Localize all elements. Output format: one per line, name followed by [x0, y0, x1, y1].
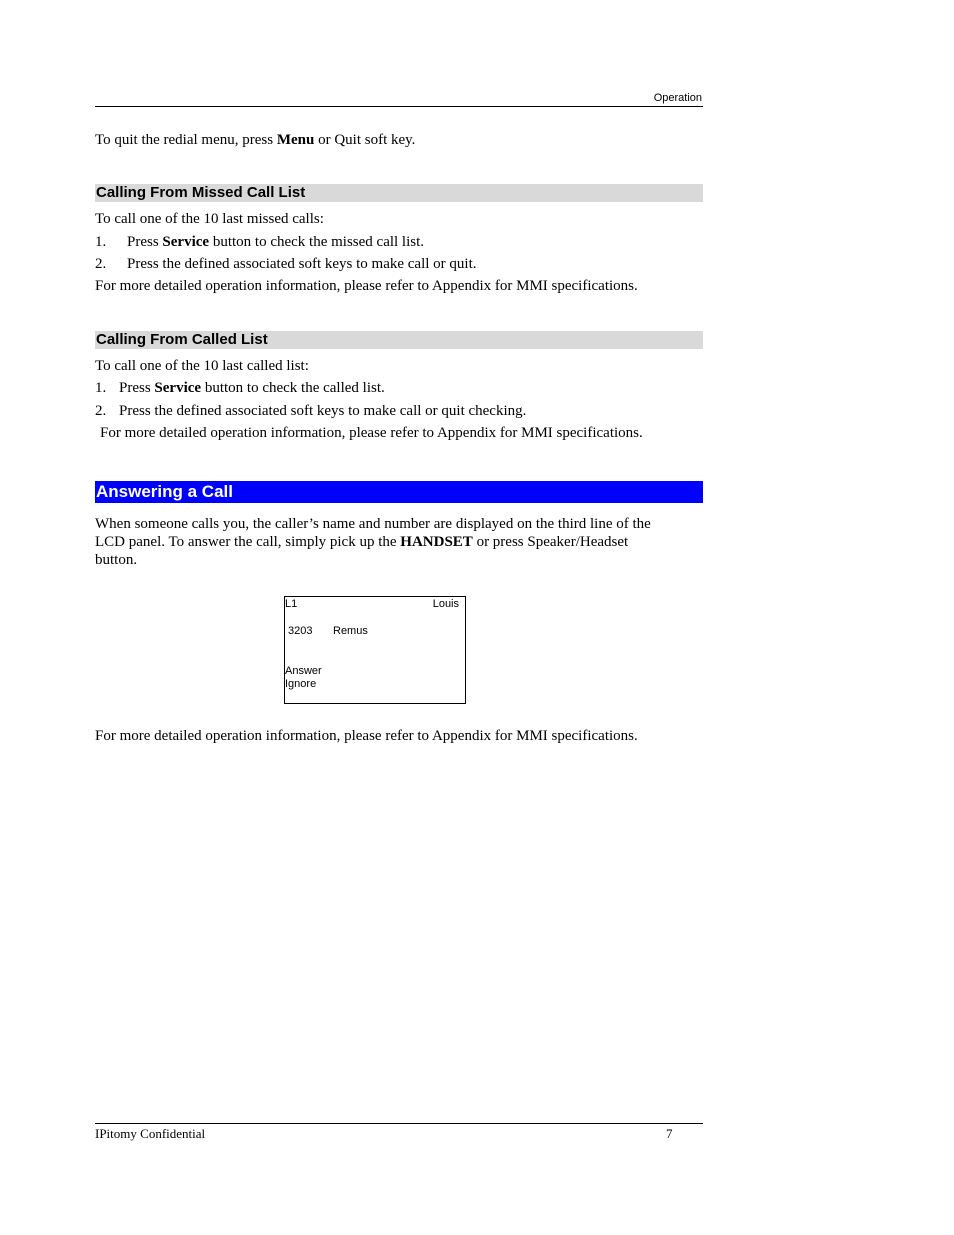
lcd-softkey-ignore: Ignore	[285, 678, 317, 690]
lcd-caller-name: Remus	[333, 625, 368, 637]
called-step-2: 2. Press the defined associated soft keys to make call or quit checking.	[95, 403, 527, 419]
answering-more-info: For more detailed operation information, please refer to Appendix for MMI specifications.	[95, 728, 638, 744]
missed-step-2: 2. Press the defined associated soft keys to make call or quit.	[95, 256, 477, 272]
header-rule	[95, 106, 703, 107]
answering-line-3: button.	[95, 552, 138, 568]
lcd-panel	[284, 596, 466, 704]
lcd-user-name: Louis	[432, 598, 459, 610]
page-number: 7	[666, 1126, 673, 1141]
answering-heading: Answering a Call	[95, 481, 703, 503]
missed-more-info: For more detailed operation information, please refer to Appendix for MMI specifications.	[95, 278, 638, 294]
lcd-line-label: L1	[285, 598, 298, 610]
footer-confidential: IPitomy Confidential	[95, 1126, 206, 1141]
lcd-caller-number: 3203	[288, 625, 313, 637]
missed-step-1: 1. Press Service button to check the missed call list.	[95, 234, 425, 250]
answering-line-2: LCD panel. To answer the call, simply pick up the HANDSET or press Speaker/Headset	[95, 534, 629, 550]
answering-line-1: When someone calls you, the caller’s name and number are displayed on the third line of the	[95, 516, 651, 532]
missed-lead: To call one of the 10 last missed calls:	[95, 211, 324, 227]
missed-call-heading: Calling From Missed Call List	[95, 184, 703, 202]
footer-rule	[95, 1123, 703, 1124]
called-step-1: 1. Press Service button to check the called list.	[95, 380, 385, 396]
handset-key-name: HANDSET	[400, 534, 473, 550]
running-header: Operation	[653, 92, 702, 104]
called-list-heading: Calling From Called List	[95, 331, 703, 349]
lcd-softkey-answer: Answer	[285, 665, 322, 677]
menu-key-name: Menu	[276, 132, 315, 148]
called-more-info: For more detailed operation information, please refer to Appendix for MMI specifications.	[100, 425, 643, 441]
called-lead: To call one of the 10 last called list:	[95, 358, 309, 374]
intro-paragraph: To quit the redial menu, press Menu or Quit soft key.	[95, 132, 416, 148]
